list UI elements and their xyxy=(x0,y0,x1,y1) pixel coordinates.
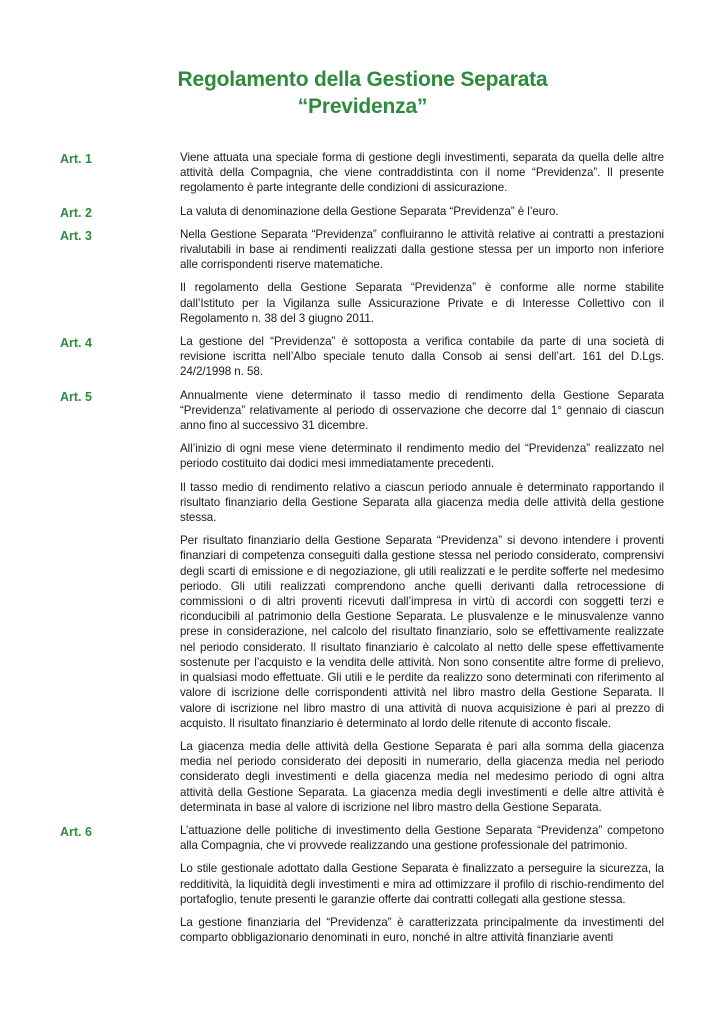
article-paragraph: La giacenza media delle attività della Gestione Separata è pari alla somma della giacenza media nel periodo considerato dei depositi in numerario, della giacenza media nel periodo considerato degli investimenti e della giacenza media nel medesimo periodo di ogni altra attività della Gestione Separata. La giacenza media degli investimenti e delle altre attività è determinata in base al valore di iscrizione nel libro mastro della Gestione Separata. xyxy=(180,739,664,814)
article-body xyxy=(180,388,664,815)
article-body xyxy=(180,204,664,219)
article-1 xyxy=(0,150,725,196)
article-paragraph: Per risultato finanziario della Gestione Separata “Previdenza” si devono intendere i proventi finanziari di competenza conseguiti dalla gestione stessa nel periodo considerato, comprensivi degli scarti di emissione e di negoziazione, gli utili realizzati e le perdite sofferte nel medesimo periodo. Gli utili realizzati comprendono anche quelli derivanti dalla retrocessione di commissioni o di altri proventi ricevuti dall’impresa in virtù di accordi con soggetti terzi e riconducibili al patrimonio della Gestione Separata. Le plusvalenze e le minusvalenze vanno prese in considerazione, nel calcolo del risultato finanziario, solo se effettivamente realizzate nel periodo considerato. Il risultato finanziario è calcolato al netto delle spese effettivamente sostenute per l’acquisto e la vendita delle attività. Non sono consentite altre forme di prelievo, in qualsiasi modo effettuate. Gli utili e le perdite da realizzo sono determinati con riferimento al valore di iscrizione delle corrispondenti attività nel libro mastro della Gestione Separata. Il valore di iscrizione nel libro mastro di una attività di nuova acquisizione è pari al prezzo di acquisto. Il risultato finanziario è determinato al lordo delle ritenute di acconto fiscale. xyxy=(180,534,664,730)
article-label: Art. 4 xyxy=(60,336,92,351)
article-paragraph: Lo stile gestionale adottato dalla Gestione Separata è finalizzato a perseguire la sicurezza, la redditività, la liquidità degli investimenti e mira ad ottimizzare il profilo di rischio-rendimento del portafoglio, tenute presenti le garanzie offerte dai contratti collegati alla gestione stessa. xyxy=(180,862,664,906)
article-label: Art. 5 xyxy=(60,389,92,404)
article-label: Art. 2 xyxy=(60,205,92,220)
article-label: Art. 3 xyxy=(60,228,92,243)
article-body xyxy=(180,150,664,196)
article-body xyxy=(180,227,664,326)
article-paragraph: La valuta di denominazione della Gestione Separata “Previdenza” è l’euro. xyxy=(180,204,559,218)
article-paragraph: L’attuazione delle politiche di investimento della Gestione Separata “Previdenza” competono alla Compagnia, che vi provvede realizzando una gestione professionale del patrimonio. xyxy=(180,823,664,853)
article-label: Art. 6 xyxy=(60,824,92,839)
article-4 xyxy=(0,334,725,380)
article-label: Art. 1 xyxy=(60,152,92,166)
article-paragraph: La gestione del “Previdenza” è sottoposta a verifica contabile da parte di una società di revisione iscritta nell’Albo speciale tenuto dalla Consob ai sensi dell’art. 161 del D.Lgs. 24/2/1998 n. 58. xyxy=(180,335,664,379)
article-paragraph: Nella Gestione Separata “Previdenza” confluiranno le attività relative ai contratti a prestazioni rivalutabili in base ai rendimenti realizzati dalla gestione stessa per un importo non inferiore alle corrispondenti riserve matematiche. xyxy=(180,227,664,272)
articles-list xyxy=(0,150,725,953)
article-paragraph: Viene attuata una speciale forma di gestione degli investimenti, separata da quella delle altre attività della Compagnia, che viene contraddistinta con il nome “Previdenza”. Il presente regolamento è parte integrante delle condizioni di assicurazione. xyxy=(180,151,664,195)
article-paragraph: La gestione finanziaria del “Previdenza” è caratterizzata principalmente da investimenti del comparto obbligazionario denominati in euro, nonché in altre attività finanziarie aventi xyxy=(180,915,664,945)
article-body xyxy=(180,334,664,380)
page-title-line-2: “Previdenza” xyxy=(297,95,428,118)
article-paragraph: Il regolamento della Gestione Separata “Previdenza” è conforme alle norme stabilite dall’Istituto per la Vigilanza sulle Assicurazione Private e di Interesse Collettivo con il Regolamento n. 38 del 3 giugno 2011. xyxy=(180,281,664,325)
article-paragraph: Annualmente viene determinato il tasso medio di rendimento della Gestione Separata “Previdenza” relativamente al periodo di osservazione che decorre dal 1° gennaio di ciascun anno fino al successivo 31 dicembre. xyxy=(180,388,664,433)
article-3 xyxy=(0,227,725,326)
article-paragraph: Il tasso medio di rendimento relativo a ciascun periodo annuale è determinato rapportando il risultato finanziario della Gestione Separata alla giacenza media delle attività della gestione stessa. xyxy=(180,480,664,525)
page-title xyxy=(0,66,725,120)
article-2 xyxy=(0,204,725,219)
article-5 xyxy=(0,388,725,815)
article-6 xyxy=(0,823,725,945)
page-title-line-1: Regolamento della Gestione Separata xyxy=(177,68,548,91)
article-paragraph: All’inizio di ogni mese viene determinato il rendimento medio del “Previdenza” realizzato nel periodo costituito dai dodici mesi immediatamente precedenti. xyxy=(180,442,664,471)
article-body xyxy=(180,823,664,945)
